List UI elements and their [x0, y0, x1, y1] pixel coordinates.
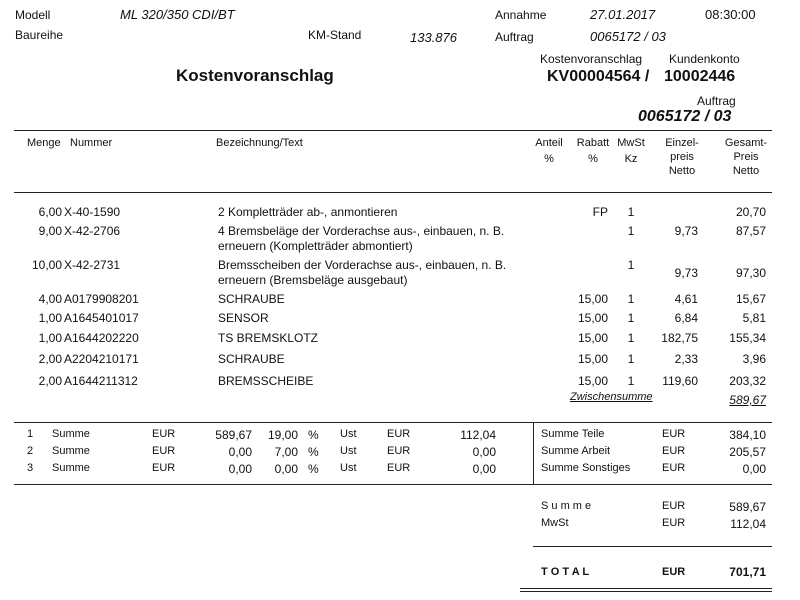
- kv-auftrag-number: 0065172 / 03: [638, 108, 732, 125]
- summary-divider: [14, 422, 772, 423]
- item-nummer: A1645401017: [64, 311, 139, 325]
- item-gesamt: 155,34: [729, 331, 766, 345]
- total-double-rule-1: [520, 588, 772, 589]
- sum-row: [0, 445, 800, 463]
- item-menge: 1,00: [38, 311, 62, 325]
- tax-table-bottom: [14, 484, 534, 485]
- col-gesamt-2: Preis: [733, 151, 759, 163]
- item-menge: 4,00: [38, 292, 62, 306]
- tax-percent: %: [308, 445, 319, 459]
- tax-currency: EUR: [152, 445, 176, 457]
- kv-number: KV00004564 /: [547, 68, 650, 85]
- item-text: SENSOR: [218, 311, 269, 325]
- item-kz: 1: [627, 374, 635, 388]
- total-summe-value: 589,67: [729, 500, 766, 514]
- table-row: [0, 224, 800, 258]
- auftrag-value: 0065172 / 03: [590, 29, 666, 44]
- kundenkonto-label: Kundenkonto: [669, 52, 740, 66]
- item-nummer: A1644211312: [64, 374, 138, 388]
- item-gesamt: 3,96: [742, 352, 766, 366]
- item-gesamt: 97,30: [735, 266, 766, 280]
- col-mwst-kz: Kz: [624, 153, 638, 165]
- table-row: [0, 205, 800, 223]
- item-rabatt: 15,00: [577, 292, 608, 306]
- sum-currency: EUR: [662, 462, 686, 474]
- item-gesamt: 20,70: [735, 205, 766, 219]
- sum-value: 205,57: [729, 445, 766, 459]
- page-title: Kostenvoranschlag: [176, 66, 334, 85]
- col-anteil: Anteil: [535, 137, 563, 149]
- item-kz: 1: [627, 205, 635, 219]
- item-rabatt: 15,00: [577, 331, 608, 345]
- item-text: 4 Bremsbeläge der Vorderachse aus-, einbauen, n. B.: [218, 224, 505, 238]
- table-row: [0, 292, 800, 310]
- modell-value: ML 320/350 CDI/BT: [120, 7, 235, 22]
- total-mwst-currency: EUR: [662, 517, 686, 529]
- item-kz: 1: [627, 352, 635, 366]
- tax-value: 0,00: [472, 462, 496, 476]
- item-einzel: 4,61: [674, 292, 698, 306]
- tax-label: Summe: [52, 462, 90, 474]
- columns-divider: [14, 192, 772, 193]
- tax-currency-2: EUR: [387, 428, 411, 440]
- item-text: BREMSSCHEIBE: [218, 374, 314, 388]
- item-menge: 2,00: [38, 352, 62, 366]
- tax-nr: 1: [27, 428, 34, 440]
- table-row: [0, 311, 800, 329]
- item-kz: 1: [627, 311, 635, 325]
- tax-ust: Ust: [340, 445, 357, 457]
- col-gesamt-3: Netto: [732, 165, 760, 177]
- tax-label: Summe: [52, 428, 90, 440]
- annahme-date: 27.01.2017: [590, 7, 656, 22]
- item-text-line2: erneuern (Kompletträder abmontiert): [218, 239, 413, 253]
- tax-percent: %: [308, 428, 319, 442]
- col-rabatt: Rabatt: [576, 137, 610, 149]
- col-einzel-1: Einzel-: [665, 137, 699, 149]
- item-text-line2: erneuern (Bremsbeläge ausgebaut): [218, 273, 408, 287]
- item-einzel: 9,73: [674, 266, 698, 280]
- modell-label: Modell: [15, 8, 51, 22]
- sum-label: Summe Sonstiges: [541, 462, 631, 474]
- kundenkonto-number: 10002446: [664, 68, 736, 85]
- item-kz: 1: [627, 224, 635, 238]
- total-value: 701,71: [729, 565, 766, 579]
- item-rabatt: 15,00: [577, 352, 608, 366]
- item-rabatt: FP: [592, 205, 608, 219]
- sums-bottom: [533, 484, 772, 485]
- item-gesamt: 87,57: [735, 224, 766, 238]
- col-rabatt-unit: %: [588, 153, 598, 165]
- sum-label: Summe Arbeit: [541, 445, 611, 457]
- item-gesamt: 203,32: [729, 374, 766, 388]
- zwischensumme-value: 589,67: [729, 393, 766, 407]
- sum-row: [0, 428, 800, 446]
- tax-rate: 19,00: [267, 428, 298, 442]
- item-rabatt: 15,00: [577, 311, 608, 325]
- sum-label: Summe Teile: [541, 428, 605, 440]
- table-row: [0, 331, 800, 349]
- sum-currency: EUR: [662, 445, 686, 457]
- col-einzel-2: preis: [670, 151, 694, 163]
- col-gesamt-1: Gesamt-: [724, 137, 768, 149]
- annahme-time: 08:30:00: [705, 7, 756, 22]
- total-summe-label: S u m m e: [541, 500, 592, 512]
- col-einzel-3: Netto: [668, 165, 696, 177]
- tax-ust: Ust: [340, 428, 357, 440]
- item-nummer: X-42-2706: [64, 224, 121, 238]
- tax-currency: EUR: [152, 462, 176, 474]
- item-einzel: 9,73: [674, 224, 698, 238]
- table-row: [0, 258, 800, 292]
- col-nummer: Nummer: [70, 137, 113, 149]
- tax-currency-2: EUR: [387, 445, 411, 457]
- item-nummer: A0179908201: [64, 292, 139, 306]
- item-gesamt: 5,81: [742, 311, 766, 325]
- item-nummer: A1644202220: [64, 331, 139, 345]
- item-menge: 9,00: [38, 224, 62, 238]
- tax-nr: 3: [27, 462, 34, 474]
- tax-amount: 0,00: [228, 445, 252, 459]
- item-rabatt: 15,00: [577, 374, 608, 388]
- annahme-label: Annahme: [495, 8, 547, 22]
- col-mwst: MwSt: [617, 137, 645, 149]
- total-currency: EUR: [662, 566, 686, 578]
- header-divider: [14, 130, 772, 131]
- total-divider: [533, 546, 772, 547]
- item-kz: 1: [627, 292, 635, 306]
- total-double-rule-2: [520, 591, 772, 592]
- item-einzel: 6,84: [674, 311, 698, 325]
- sum-value: 384,10: [729, 428, 766, 442]
- tax-currency: EUR: [152, 428, 176, 440]
- tax-nr: 2: [27, 445, 34, 457]
- item-menge: 2,00: [38, 374, 62, 388]
- km-label: KM-Stand: [308, 28, 362, 42]
- tax-currency-2: EUR: [387, 462, 411, 474]
- tax-value: 0,00: [472, 445, 496, 459]
- item-menge: 1,00: [38, 331, 62, 345]
- sum-currency: EUR: [662, 428, 686, 440]
- tax-label: Summe: [52, 445, 90, 457]
- sum-row: [0, 462, 800, 480]
- item-nummer: A2204210171: [64, 352, 139, 366]
- table-row: [0, 374, 800, 392]
- baureihe-label: Baureihe: [15, 28, 64, 42]
- item-nummer: X-40-1590: [64, 205, 121, 219]
- item-text: TS BREMSKLOTZ: [218, 331, 319, 345]
- tax-percent: %: [308, 462, 319, 476]
- tax-value: 112,04: [460, 428, 496, 442]
- item-text: SCHRAUBE: [218, 352, 285, 366]
- kv-auftrag-label: Auftrag: [697, 94, 736, 108]
- table-row: [0, 352, 800, 370]
- item-text: Bremsscheiben der Vorderachse aus-, einbauen, n. B.: [218, 258, 507, 272]
- item-einzel: 182,75: [661, 331, 698, 345]
- auftrag-label: Auftrag: [495, 30, 534, 44]
- tax-amount: 0,00: [228, 462, 252, 476]
- item-menge: 10,00: [31, 258, 62, 272]
- item-gesamt: 15,67: [735, 292, 766, 306]
- total-mwst-label: MwSt: [541, 517, 569, 529]
- col-anteil-unit: %: [544, 153, 554, 165]
- col-bezeichnung: Bezeichnung/Text: [216, 137, 303, 149]
- kv-label: Kostenvoranschlag: [540, 52, 643, 66]
- km-value: 133.876: [410, 30, 457, 45]
- tax-ust: Ust: [340, 462, 357, 474]
- tax-rate: 7,00: [274, 445, 298, 459]
- total-summe-currency: EUR: [662, 500, 686, 512]
- item-kz: 1: [627, 331, 635, 345]
- tax-rate: 0,00: [274, 462, 298, 476]
- item-einzel: 2,33: [674, 352, 698, 366]
- item-einzel: 119,60: [662, 374, 698, 388]
- tax-amount: 589,67: [215, 428, 252, 442]
- item-text: 2 Kompletträder ab-, anmontieren: [218, 205, 398, 219]
- total-label: T O T A L: [541, 566, 590, 578]
- item-text: SCHRAUBE: [218, 292, 285, 306]
- item-nummer: X-42-2731: [64, 258, 121, 272]
- col-menge: Menge: [27, 137, 61, 149]
- item-kz: 1: [627, 258, 635, 272]
- zwischensumme-label: Zwischensumme: [570, 391, 653, 403]
- item-menge: 6,00: [38, 205, 62, 219]
- sum-value: 0,00: [742, 462, 766, 476]
- total-mwst-value: 112,04: [730, 517, 766, 531]
